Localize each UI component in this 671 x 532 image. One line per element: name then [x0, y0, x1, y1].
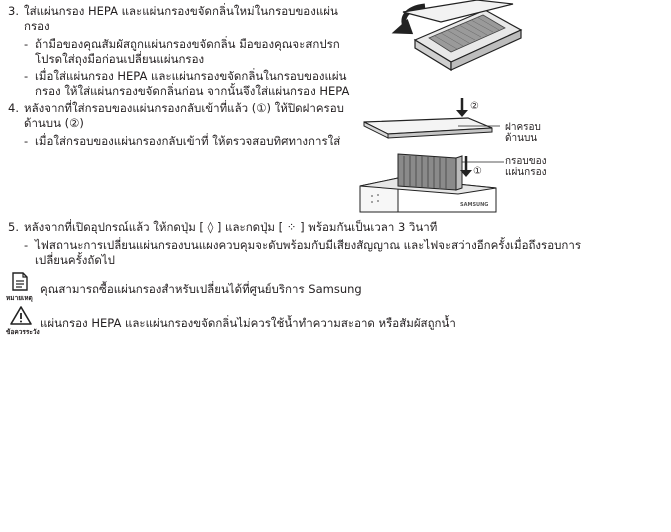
bullet-text-line: กรอง ให้ใส่แผ่นกรองขจัดกลิ่นก่อน จากนั้นจึงใส่แผ่นกรอง HEPA	[35, 84, 350, 98]
bullet-text-line: ไฟสถานะการเปลี่ยนแผ่นกรองบนแผงควบคุมจะดับพร้อมกับมีเสียงสัญญาณ และไฟจะสว่างอีกครั้งเมื่อถึงรอบการ	[35, 238, 582, 252]
step-number: 5.	[8, 220, 19, 234]
caution-text: แผ่นกรอง HEPA และแผ่นกรองขจัดกลิ่นไม่ควรใช้น้ำทำความสะอาด หรือสัมผัสถูกน้ำ	[40, 316, 456, 330]
filter-frame-label: แผ่นกรอง	[505, 167, 547, 178]
note-text: คุณสามารถซื้อแผ่นกรองสำหรับเปลี่ยนได้ที่ศูนย์บริการ Samsung	[40, 282, 362, 296]
bullet-dash: -	[24, 134, 29, 148]
caution-caption: ข้อควรระวัง	[6, 328, 40, 336]
brand-logo-text: SAMSUNG	[460, 202, 489, 208]
top-cover-label: ฝาครอบ	[505, 122, 541, 133]
note-caption: หมายเหตุ	[6, 294, 33, 302]
warning-icon	[10, 306, 32, 325]
bullet-dash: -	[24, 37, 29, 51]
step-text-line: ด้านบน (②)	[24, 116, 84, 130]
bullet-dash: -	[24, 238, 29, 252]
bullet-text-line: เมื่อใส่กรอบของแผ่นกรองกลับเข้าที่ ให้ตรวจสอบทิศทางการใส่	[35, 134, 341, 148]
bullet-text-line: เมื่อใส่แผ่นกรอง HEPA และแผ่นกรองขจัดกลิ่นในกรอบของแผ่น	[35, 69, 347, 83]
step-number: 4.	[8, 101, 19, 115]
step-text-line: ใส่แผ่นกรอง HEPA และแผ่นกรองขจัดกลิ่นใหม่ในกรอบของแผ่น	[24, 4, 338, 18]
callout-number-1: ①	[473, 166, 482, 177]
step-text-line: หลังจากที่เปิดอุปกรณ์แล้ว ให้กดปุ่ม [ ◊ ] และกดปุ่ม [ ⁘ ] พร้อมกันเป็นเวลา 3 วินาที	[24, 220, 438, 234]
bullet-text-line: โปรดใส่ถุงมือก่อนเปลี่ยนแผ่นกรอง	[35, 52, 205, 66]
bullet-text-line: เปลี่ยนครั้งถัดไป	[35, 253, 115, 267]
step-text-line: หลังจากที่ใส่กรอบของแผ่นกรองกลับเข้าที่แล้ว (①) ให้ปิดฝาครอบ	[24, 101, 344, 115]
note-icon	[12, 272, 28, 291]
filter-frame-label: กรอบของ	[505, 156, 547, 167]
step-number: 3.	[8, 4, 19, 18]
top-cover-label: ด้านบน	[505, 133, 538, 144]
filter-insert-illustration	[385, 0, 525, 80]
bullet-text-line: ถ้ามือของคุณสัมผัสถูกแผ่นกรองขจัดกลิ่น มือของคุณจะสกปรก	[35, 37, 340, 51]
step-text-line: กรอง	[24, 19, 50, 33]
bullet-dash: -	[24, 69, 29, 83]
callout-number-2: ②	[470, 101, 479, 112]
